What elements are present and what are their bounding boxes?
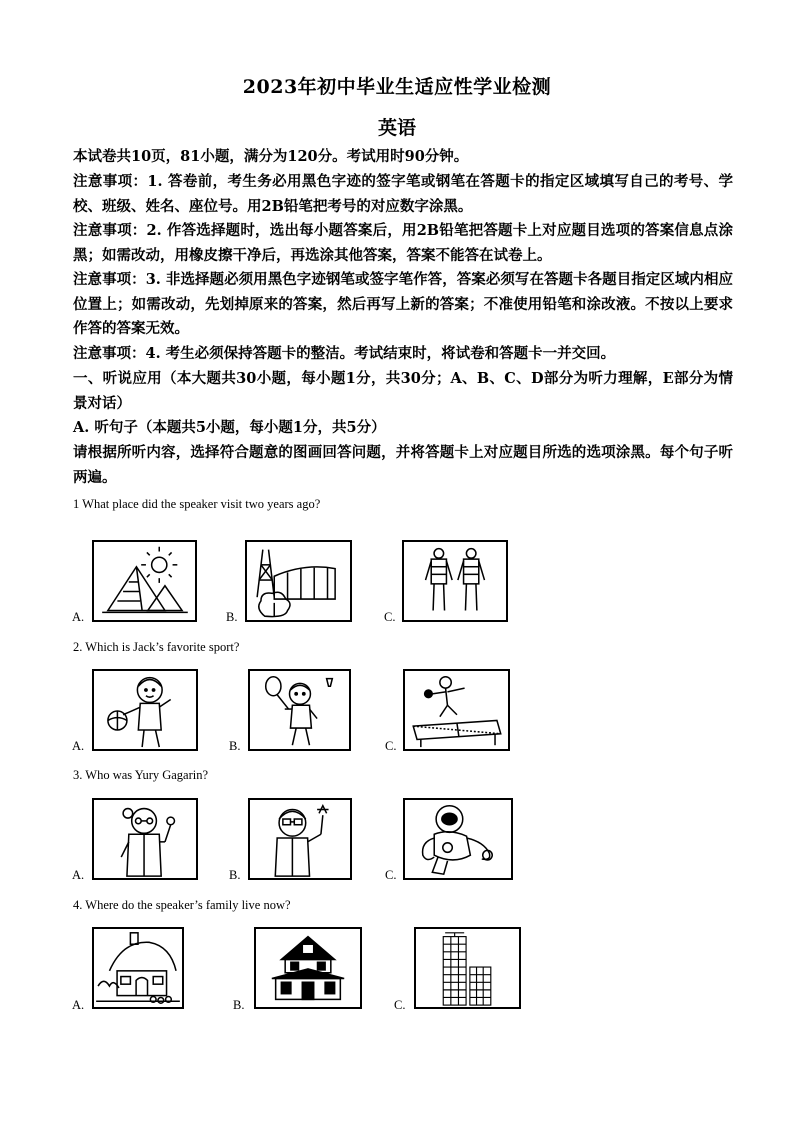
- q4-option-b-label: B.: [233, 998, 245, 1012]
- table-tennis-icon[interactable]: [403, 669, 510, 751]
- note-1: 注意事项：1. 答卷前，考生务必用黑色字迹的签字笔或钢笔在答题卡的指定区域填写自己的考号、学校、班级、姓名、座位号。用2B铅笔把考号的对应数字涂黑。: [73, 173, 733, 215]
- question-4: 4. Where do the speaker’s family live now?: [73, 898, 291, 912]
- part-a-heading: A. 听句子（本题共5小题，每小题1分，共5分）: [73, 419, 386, 436]
- cottage-icon[interactable]: [92, 927, 184, 1009]
- tall-building-icon[interactable]: [414, 927, 521, 1009]
- question-2: 2. Which is Jack’s favorite sport?: [73, 640, 240, 654]
- scientist-icon[interactable]: [248, 798, 352, 880]
- house-icon[interactable]: [254, 927, 362, 1009]
- basketball-boy-icon[interactable]: [92, 669, 198, 751]
- subject-title: 英语: [377, 117, 416, 139]
- q3-option-c-label: C.: [385, 868, 397, 882]
- q4-option-c-label: C.: [394, 998, 406, 1012]
- note-2: 注意事项：2. 作答选择题时，选出每小题答案后，用2B铅笔把答题卡上对应题目选项的答案信息点涂黑；如需改动，用橡皮擦干净后，再选涂其他答案，答案不能答在试卷上。: [73, 222, 733, 264]
- intro-summary: 本试卷共10页，81小题，满分为120分。考试用时90分钟。: [73, 148, 469, 165]
- terracotta-warriors-icon[interactable]: [402, 540, 508, 622]
- astronaut-icon[interactable]: [403, 798, 513, 880]
- section-heading: 一、听说应用（本大题共30小题，每小题1分，共30分；A、B、C、D部分为听力理解，E部分为情景对话）: [73, 370, 733, 412]
- q2-option-a-label: A.: [72, 739, 85, 753]
- q3-option-a-label: A.: [72, 868, 85, 882]
- q4-option-a-label: A.: [72, 998, 85, 1012]
- q1-option-c-label: C.: [384, 610, 396, 624]
- question-1: 1 What place did the speaker visit two years ago?: [73, 497, 321, 511]
- dam-tower-icon[interactable]: [245, 540, 352, 622]
- q3-option-b-label: B.: [229, 868, 241, 882]
- doctor-icon[interactable]: [92, 798, 198, 880]
- note-4: 注意事项：4. 考生必须保持答题卡的整洁。考试结束时，将试卷和答题卡一并交回。: [73, 345, 616, 362]
- note-3: 注意事项：3. 非选择题必须用黑色字迹钢笔或签字笔作答，答案必须写在答题卡各题目指定区域内相应位置上；如需改动，先划掉原来的答案，然后再写上新的答案；不准使用铅笔和涂改液。不按以上要求作答的答案无效。: [73, 271, 733, 337]
- q1-option-b-label: B.: [226, 610, 238, 624]
- question-3: 3. Who was Yury Gagarin?: [73, 768, 209, 782]
- badminton-player-icon[interactable]: [248, 669, 351, 751]
- exam-title: 2023年初中毕业生适应性学业检测: [242, 76, 552, 98]
- part-a-instruction: 请根据所听内容，选择符合题意的图画回答问题，并将答题卡上对应题目所选的选项涂黑。每个句子听两遍。: [73, 444, 733, 486]
- pyramid-sun-icon[interactable]: [92, 540, 197, 622]
- q2-option-b-label: B.: [229, 739, 241, 753]
- q1-option-a-label: A.: [72, 610, 85, 624]
- q2-option-c-label: C.: [385, 739, 397, 753]
